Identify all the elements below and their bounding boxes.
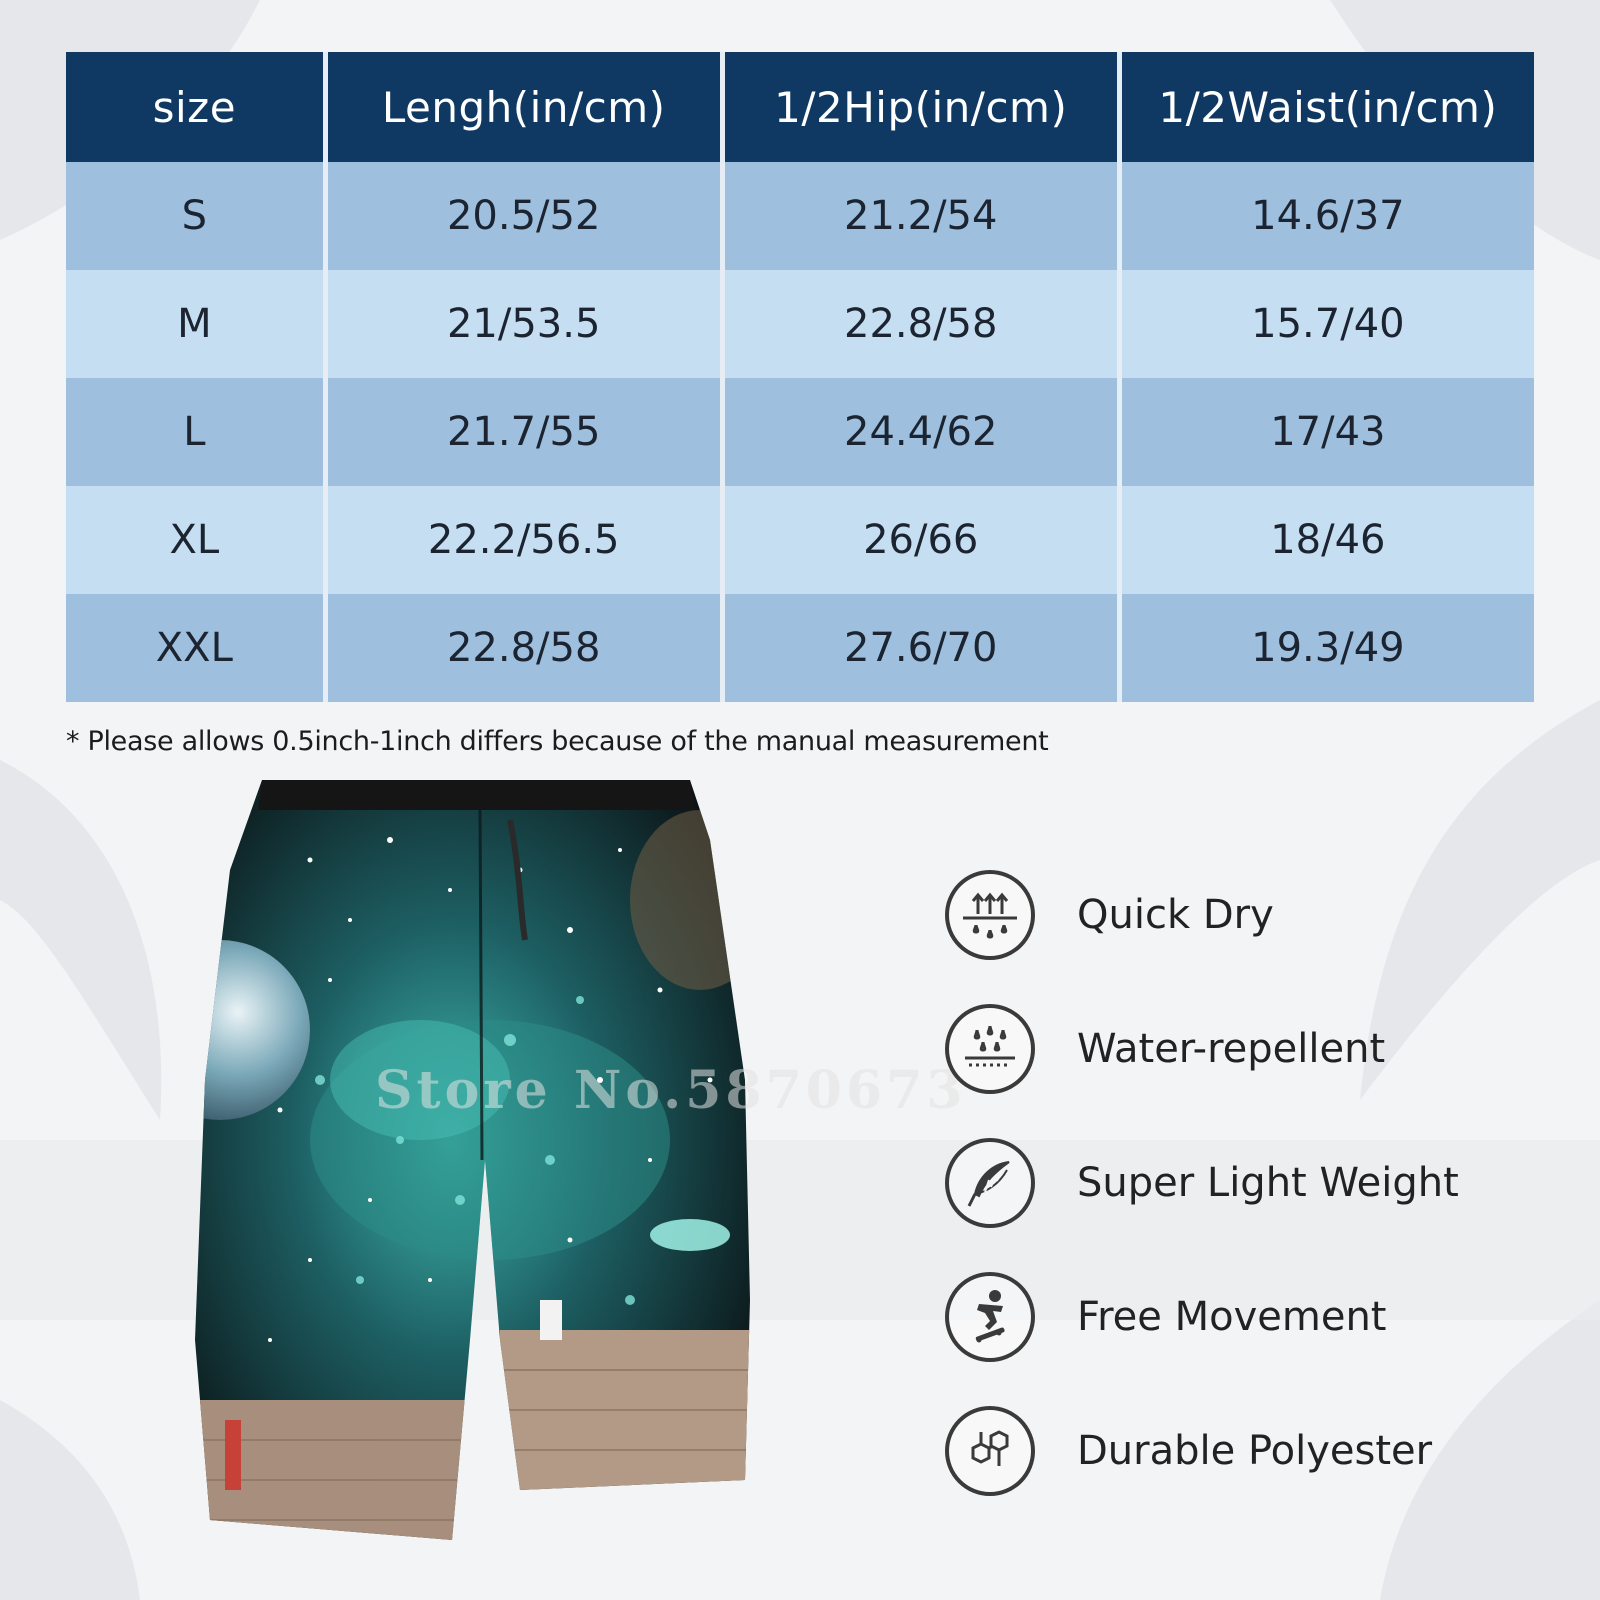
feature-label: Free Movement [1077, 1294, 1387, 1340]
cell-size: XXL [66, 594, 328, 702]
cell-waist: 18/46 [1122, 486, 1534, 594]
feature-label: Water-repellent [1077, 1026, 1386, 1072]
feature-free-movement [945, 1272, 1386, 1362]
cell-length: 22.8/58 [328, 594, 725, 702]
header-hip: 1/2Hip(in/cm) [725, 52, 1122, 162]
table-row [66, 162, 1534, 270]
store-watermark: Store No.5870673 [375, 1060, 967, 1121]
cell-length: 21/53.5 [328, 270, 725, 378]
cell-waist: 15.7/40 [1122, 270, 1534, 378]
cell-waist: 17/43 [1122, 378, 1534, 486]
cell-hip: 22.8/58 [725, 270, 1122, 378]
header-size: size [66, 52, 328, 162]
table-row [66, 378, 1534, 486]
cell-hip: 24.4/62 [725, 378, 1122, 486]
table-row [66, 594, 1534, 702]
galaxy-shorts-image [190, 780, 770, 1580]
cell-size: XL [66, 486, 328, 594]
cell-size: L [66, 378, 328, 486]
feature-label: Durable Polyester [1077, 1428, 1433, 1474]
table-row [66, 486, 1534, 594]
skater-icon [945, 1272, 1035, 1362]
cell-size: M [66, 270, 328, 378]
header-length: Lengh(in/cm) [328, 52, 725, 162]
feature-light-weight [945, 1138, 1459, 1228]
feature-quick-dry [945, 870, 1274, 960]
feature-water-repellent [945, 1004, 1385, 1094]
cell-hip: 26/66 [725, 486, 1122, 594]
cell-length: 21.7/55 [328, 378, 725, 486]
size-chart-table [66, 52, 1534, 702]
measurement-note: * Please allows 0.5inch-1inch differs because of the manual measurement [66, 726, 1049, 757]
cell-waist: 19.3/49 [1122, 594, 1534, 702]
feather-icon [945, 1138, 1035, 1228]
cell-waist: 14.6/37 [1122, 162, 1534, 270]
header-waist: 1/2Waist(in/cm) [1122, 52, 1534, 162]
feature-label: Quick Dry [1077, 892, 1274, 938]
water-drops-icon [945, 1004, 1035, 1094]
cell-hip: 21.2/54 [725, 162, 1122, 270]
feature-label: Super Light Weight [1077, 1160, 1459, 1206]
feature-durable-polyester [945, 1406, 1432, 1496]
table-row [66, 270, 1534, 378]
cell-hip: 27.6/70 [725, 594, 1122, 702]
cell-length: 22.2/56.5 [328, 486, 725, 594]
cell-size: S [66, 162, 328, 270]
cell-length: 20.5/52 [328, 162, 725, 270]
molecule-icon [945, 1406, 1035, 1496]
table-header-row [66, 52, 1534, 162]
quick-dry-icon [945, 870, 1035, 960]
